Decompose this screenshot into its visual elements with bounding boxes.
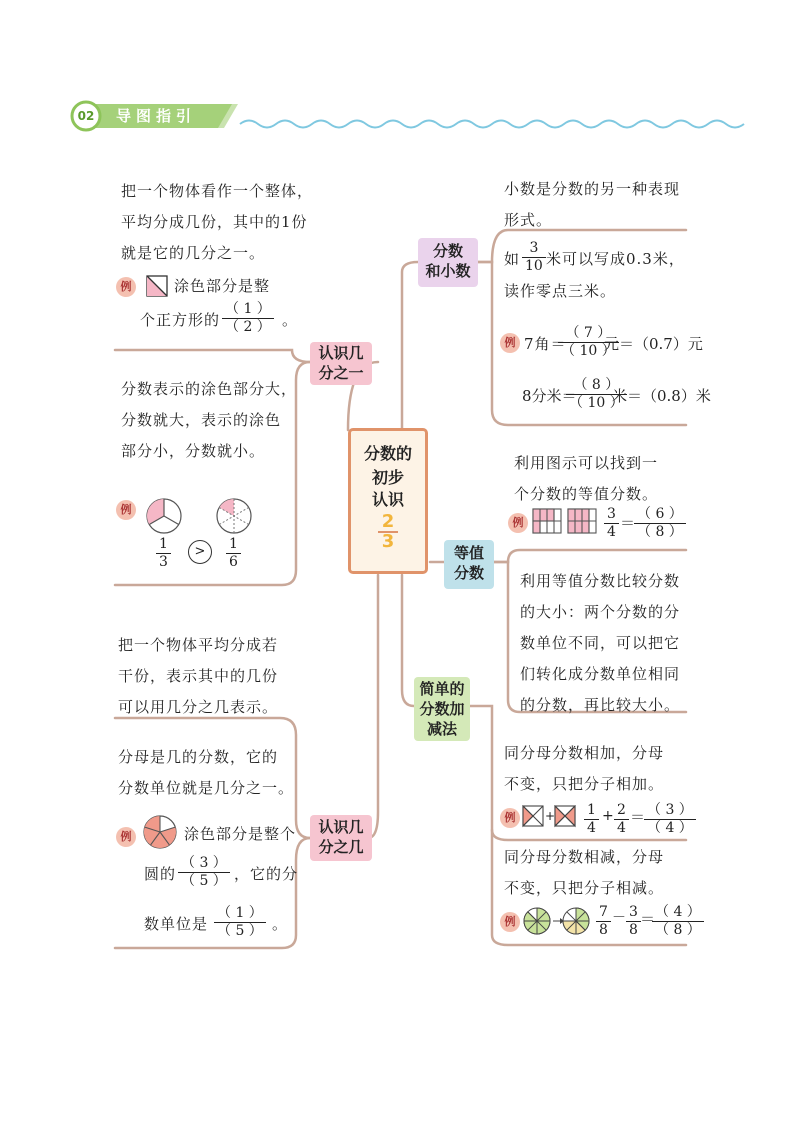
right4-f1-num: 1 bbox=[584, 802, 599, 820]
right5-answer-num: （ 4 ） bbox=[652, 904, 704, 922]
right1-eq1a: 7角＝ bbox=[524, 335, 567, 353]
right2-eq: ＝ bbox=[620, 514, 636, 532]
right4-plus-icon: + bbox=[545, 809, 556, 823]
left4-answer1-fraction bbox=[178, 855, 230, 890]
left4-example-line3a: 数单位是 bbox=[144, 915, 209, 933]
right5-fraction2 bbox=[626, 904, 641, 939]
left1-text bbox=[121, 176, 321, 269]
left4-ans2-den: （ 5 ） bbox=[217, 923, 263, 939]
example-badge: 例 bbox=[500, 808, 520, 828]
third-circle-icon bbox=[144, 496, 184, 536]
right4-text bbox=[504, 738, 694, 800]
left1-end: 。 bbox=[282, 311, 299, 329]
right5-line2: 不变，只把分子相减。 bbox=[504, 879, 665, 897]
right4-fraction1 bbox=[584, 802, 599, 837]
left1-line3: 就是它的几分之一。 bbox=[121, 244, 266, 262]
left3-text bbox=[118, 630, 318, 723]
right5-eq: ＝ bbox=[640, 910, 656, 928]
left2-fa-den: 3 bbox=[159, 554, 168, 570]
right2-text bbox=[514, 448, 694, 510]
right4-answer-den: （ 4 ） bbox=[647, 820, 693, 836]
right5-answer-den: （ 8 ） bbox=[655, 922, 701, 938]
left4-answer2-fraction bbox=[214, 905, 266, 940]
right4-f2-num: 2 bbox=[614, 802, 629, 820]
right2-frac-num: 3 bbox=[604, 506, 619, 524]
example-badge: 例 bbox=[500, 912, 520, 932]
right1-eq1b: 元＝（0.7）元 bbox=[604, 335, 703, 353]
node2-line2: 分之几 bbox=[318, 838, 364, 856]
right3-line2: 的大小：两个分数的分 bbox=[520, 603, 681, 621]
right5-text bbox=[504, 842, 694, 904]
left1-line2: 平均分成几份，其中的1份 bbox=[121, 213, 308, 231]
node-unit-fraction bbox=[310, 342, 372, 385]
left2-fb-den: 6 bbox=[229, 554, 238, 570]
right5-f2-den: 8 bbox=[629, 922, 638, 938]
left3-line1: 把一个物体平均分成若 bbox=[118, 636, 279, 654]
center-line3: 认识 bbox=[371, 490, 404, 509]
right1-eq2-den: （ 10 ） bbox=[569, 395, 624, 411]
right2-answer-num: （ 6 ） bbox=[634, 506, 686, 524]
right3-line5: 的分数，再比较大小。 bbox=[520, 696, 681, 714]
right4-line2: 不变，只把分子相加。 bbox=[504, 775, 665, 793]
left4-end: 。 bbox=[272, 915, 289, 933]
example-badge: 例 bbox=[116, 500, 136, 520]
eighth-circle-subtraction-icon bbox=[522, 906, 592, 938]
example-badge: 例 bbox=[508, 513, 528, 533]
right5-f1-num: 7 bbox=[596, 904, 611, 922]
left4-example-line2b: ，它的分 bbox=[234, 865, 299, 883]
right1-frac-den: 10 bbox=[525, 258, 543, 274]
left2-fa-num: 1 bbox=[156, 536, 171, 554]
node1-line2: 分之一 bbox=[318, 364, 364, 382]
right3-line1: 利用等值分数比较分数 bbox=[520, 572, 681, 590]
example-badge: 例 bbox=[116, 277, 136, 297]
left4-line2: 分数单位就是几分之一。 bbox=[118, 779, 295, 797]
node-proper-fraction bbox=[310, 815, 372, 861]
left1-answer-num: （ 1 ） bbox=[222, 301, 274, 319]
left4-ans2-num: （ 1 ） bbox=[214, 905, 266, 923]
left2-line1: 分数表示的涂色部分大， bbox=[121, 380, 298, 398]
right2-line1: 利用图示可以找到一 bbox=[514, 454, 659, 472]
right4-answer-fraction bbox=[644, 802, 696, 837]
right4-f1-den: 4 bbox=[587, 820, 596, 836]
left4-line1: 分母是几的分数，它的 bbox=[118, 748, 279, 766]
left4-example-line1: 涂色部分是整个 bbox=[184, 825, 297, 843]
right1-eq2a: 8分米＝ bbox=[522, 387, 577, 405]
section-title: 导图指引 bbox=[116, 107, 197, 125]
right1-eq2b: 米＝（0.8）米 bbox=[612, 387, 711, 405]
five-part-circle-icon bbox=[142, 814, 178, 850]
right3-line3: 数单位不同，可以把它 bbox=[520, 634, 681, 652]
center-line1: 分数的 bbox=[363, 444, 412, 463]
right1-eq1-num: （ 7 ） bbox=[558, 325, 619, 343]
right5-answer-fraction bbox=[652, 904, 704, 939]
left2-line3: 部分小，分数就小。 bbox=[121, 442, 266, 460]
left2-fraction-b bbox=[226, 536, 241, 571]
right5-line1: 同分母分数相减，分母 bbox=[504, 848, 665, 866]
node-fraction-decimal bbox=[418, 238, 478, 287]
center-fraction bbox=[351, 513, 425, 551]
left2-fraction-a bbox=[156, 536, 171, 571]
center-frac-den: 3 bbox=[381, 531, 395, 552]
node4-line1: 等值 bbox=[453, 544, 484, 562]
right4-line1: 同分母分数相加，分母 bbox=[504, 744, 665, 762]
right1-text bbox=[504, 174, 694, 236]
right4-eq: ＝ bbox=[630, 808, 646, 826]
right3-line4: 们转化成分数单位相同 bbox=[520, 665, 681, 683]
right2-fraction bbox=[604, 506, 619, 541]
left4-example-line2a: 圆的 bbox=[144, 865, 177, 883]
left2-fb-num: 1 bbox=[226, 536, 241, 554]
left1-example-line2: 个正方形的 bbox=[140, 311, 221, 329]
right1-line2: 形式。 bbox=[504, 211, 553, 229]
page-number: 02 bbox=[77, 109, 95, 123]
left1-answer-den: （ 2 ） bbox=[225, 319, 271, 335]
right2-answer-fraction bbox=[634, 506, 686, 541]
right2-line2: 个分数的等值分数。 bbox=[514, 485, 659, 503]
node5-line2: 分数加 bbox=[419, 700, 465, 718]
left1-line1: 把一个物体看作一个整体， bbox=[121, 182, 314, 200]
right4-answer-num: （ 3 ） bbox=[644, 802, 696, 820]
left1-example-line1: 涂色部分是整 bbox=[174, 277, 271, 295]
right1-eq2-num: （ 8 ） bbox=[566, 377, 627, 395]
left3-line2: 干份，表示其中的几份 bbox=[118, 667, 279, 685]
left4-ans1-num: （ 3 ） bbox=[178, 855, 230, 873]
right5-f2-num: 3 bbox=[626, 904, 641, 922]
node4-line2: 分数 bbox=[453, 564, 484, 582]
left3-line3: 可以用几分之几表示。 bbox=[118, 698, 279, 716]
node5-line3: 减法 bbox=[426, 720, 457, 738]
right1-line4: 读作零点三米。 bbox=[504, 282, 617, 300]
right1-fraction bbox=[522, 240, 546, 275]
node-equivalent-fraction bbox=[444, 540, 494, 589]
center-topic bbox=[348, 428, 428, 574]
right1-eq1-den: （ 10 ） bbox=[561, 343, 616, 359]
right5-op: － bbox=[612, 910, 626, 926]
center-frac-num: 2 bbox=[378, 513, 399, 533]
equivalent-grid-icon bbox=[532, 508, 598, 534]
sixth-circle-icon bbox=[214, 496, 254, 536]
right1-line3b: 米可以写成0.3米， bbox=[546, 250, 685, 268]
right4-op: + bbox=[602, 808, 614, 824]
node2-line1: 认识几 bbox=[318, 818, 364, 836]
left2-line2: 分数就大，表示的涂色 bbox=[121, 411, 282, 429]
left4-ans1-den: （ 5 ） bbox=[181, 873, 227, 889]
node3-line1: 分数 bbox=[432, 242, 463, 260]
left2-text bbox=[121, 374, 301, 467]
greater-than-sign: > bbox=[188, 540, 212, 564]
right2-frac-den: 4 bbox=[607, 524, 616, 540]
right2-answer-den: （ 8 ） bbox=[637, 524, 683, 540]
right5-fraction1 bbox=[596, 904, 611, 939]
center-line2: 初步 bbox=[371, 468, 404, 487]
node3-line2: 和小数 bbox=[425, 262, 471, 280]
right4-fraction2 bbox=[614, 802, 629, 837]
right1-line3a: 如 bbox=[504, 250, 521, 268]
right4-f2-den: 4 bbox=[617, 820, 626, 836]
right3-text bbox=[520, 566, 700, 721]
right1-line1: 小数是分数的另一种表现 bbox=[504, 180, 681, 198]
right1-frac-num: 3 bbox=[522, 240, 546, 258]
node1-line1: 认识几 bbox=[318, 344, 364, 362]
example-badge: 例 bbox=[500, 333, 520, 353]
left1-answer-fraction bbox=[222, 301, 274, 336]
node-add-subtract bbox=[414, 677, 470, 741]
left4-text bbox=[118, 742, 308, 804]
half-square-icon bbox=[146, 275, 168, 297]
right5-f1-den: 8 bbox=[599, 922, 608, 938]
node5-line1: 简单的 bbox=[419, 680, 465, 698]
example-badge: 例 bbox=[116, 827, 136, 847]
